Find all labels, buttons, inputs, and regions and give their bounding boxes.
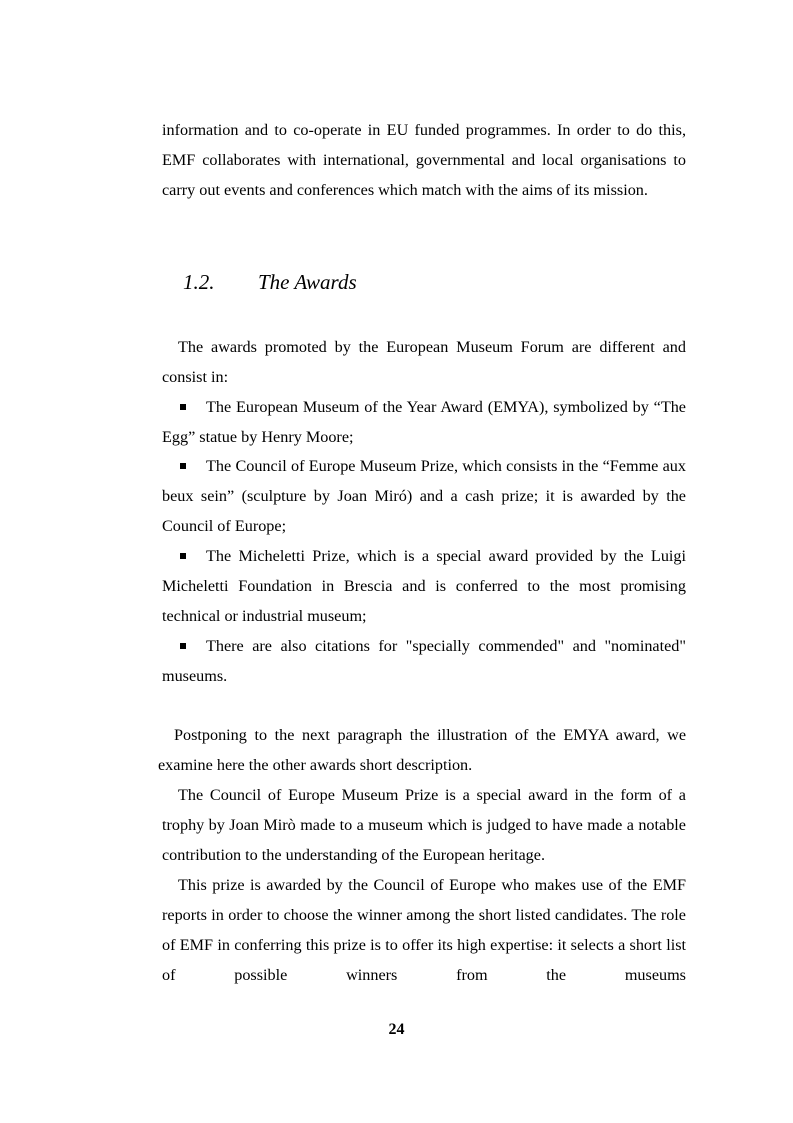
section-title: The Awards <box>258 270 357 294</box>
bullet-square-icon <box>180 404 186 410</box>
bullet-item-micheletti-prize <box>162 541 686 631</box>
bullet-item-emya <box>162 392 686 452</box>
bullet-square-icon <box>180 553 186 559</box>
page-number: 24 <box>388 1021 405 1038</box>
bullet-square-icon <box>180 643 186 649</box>
intro-paragraph: information and to co-operate in EU funded programmes. In order to do this, EMF collaborates with international, governmental and local organisations to carry out events and conferences which match with the aims of its mission. <box>162 121 686 199</box>
section-heading <box>183 266 357 298</box>
council-prize-paragraph: The Council of Europe Museum Prize is a special award in the form of a trophy by Joan Mirò made to a museum which is judged to have made a notable contribution to the understanding of the European heritage. <box>162 786 686 864</box>
bullet-text: There are also citations for "specially commended" and "nominated" museums. <box>162 637 686 685</box>
bullet-text: The Micheletti Prize, which is a special award provided by the Luigi Micheletti Foundation in Brescia and is conferred to the most promising technical or industrial museum; <box>162 547 686 625</box>
prize-awarding-paragraph: This prize is awarded by the Council of Europe who makes use of the EMF reports in order to choose the winner among the short listed candidates. The role of EMF in conferring this prize is to offer its high expertise: it selects a short list of possible winners from the museums <box>162 876 686 984</box>
awards-intro-paragraph: The awards promoted by the European Museum Forum are different and consist in: <box>162 338 686 386</box>
bullet-square-icon <box>180 463 186 469</box>
bullet-item-council-prize <box>162 451 686 541</box>
bullet-text: The Council of Europe Museum Prize, which consists in the “Femme aux beux sein” (sculpture by Joan Miró) and a cash prize; it is awarded by the Council of Europe; <box>162 457 686 535</box>
section-number: 1.2. <box>183 270 215 294</box>
postponing-paragraph: Postponing to the next paragraph the illustration of the EMYA award, we examine here the other awards short description. <box>158 726 686 774</box>
bullet-text: The European Museum of the Year Award (EMYA), symbolized by “The Egg” statue by Henry Moore; <box>162 398 686 446</box>
bullet-item-citations <box>162 631 686 691</box>
